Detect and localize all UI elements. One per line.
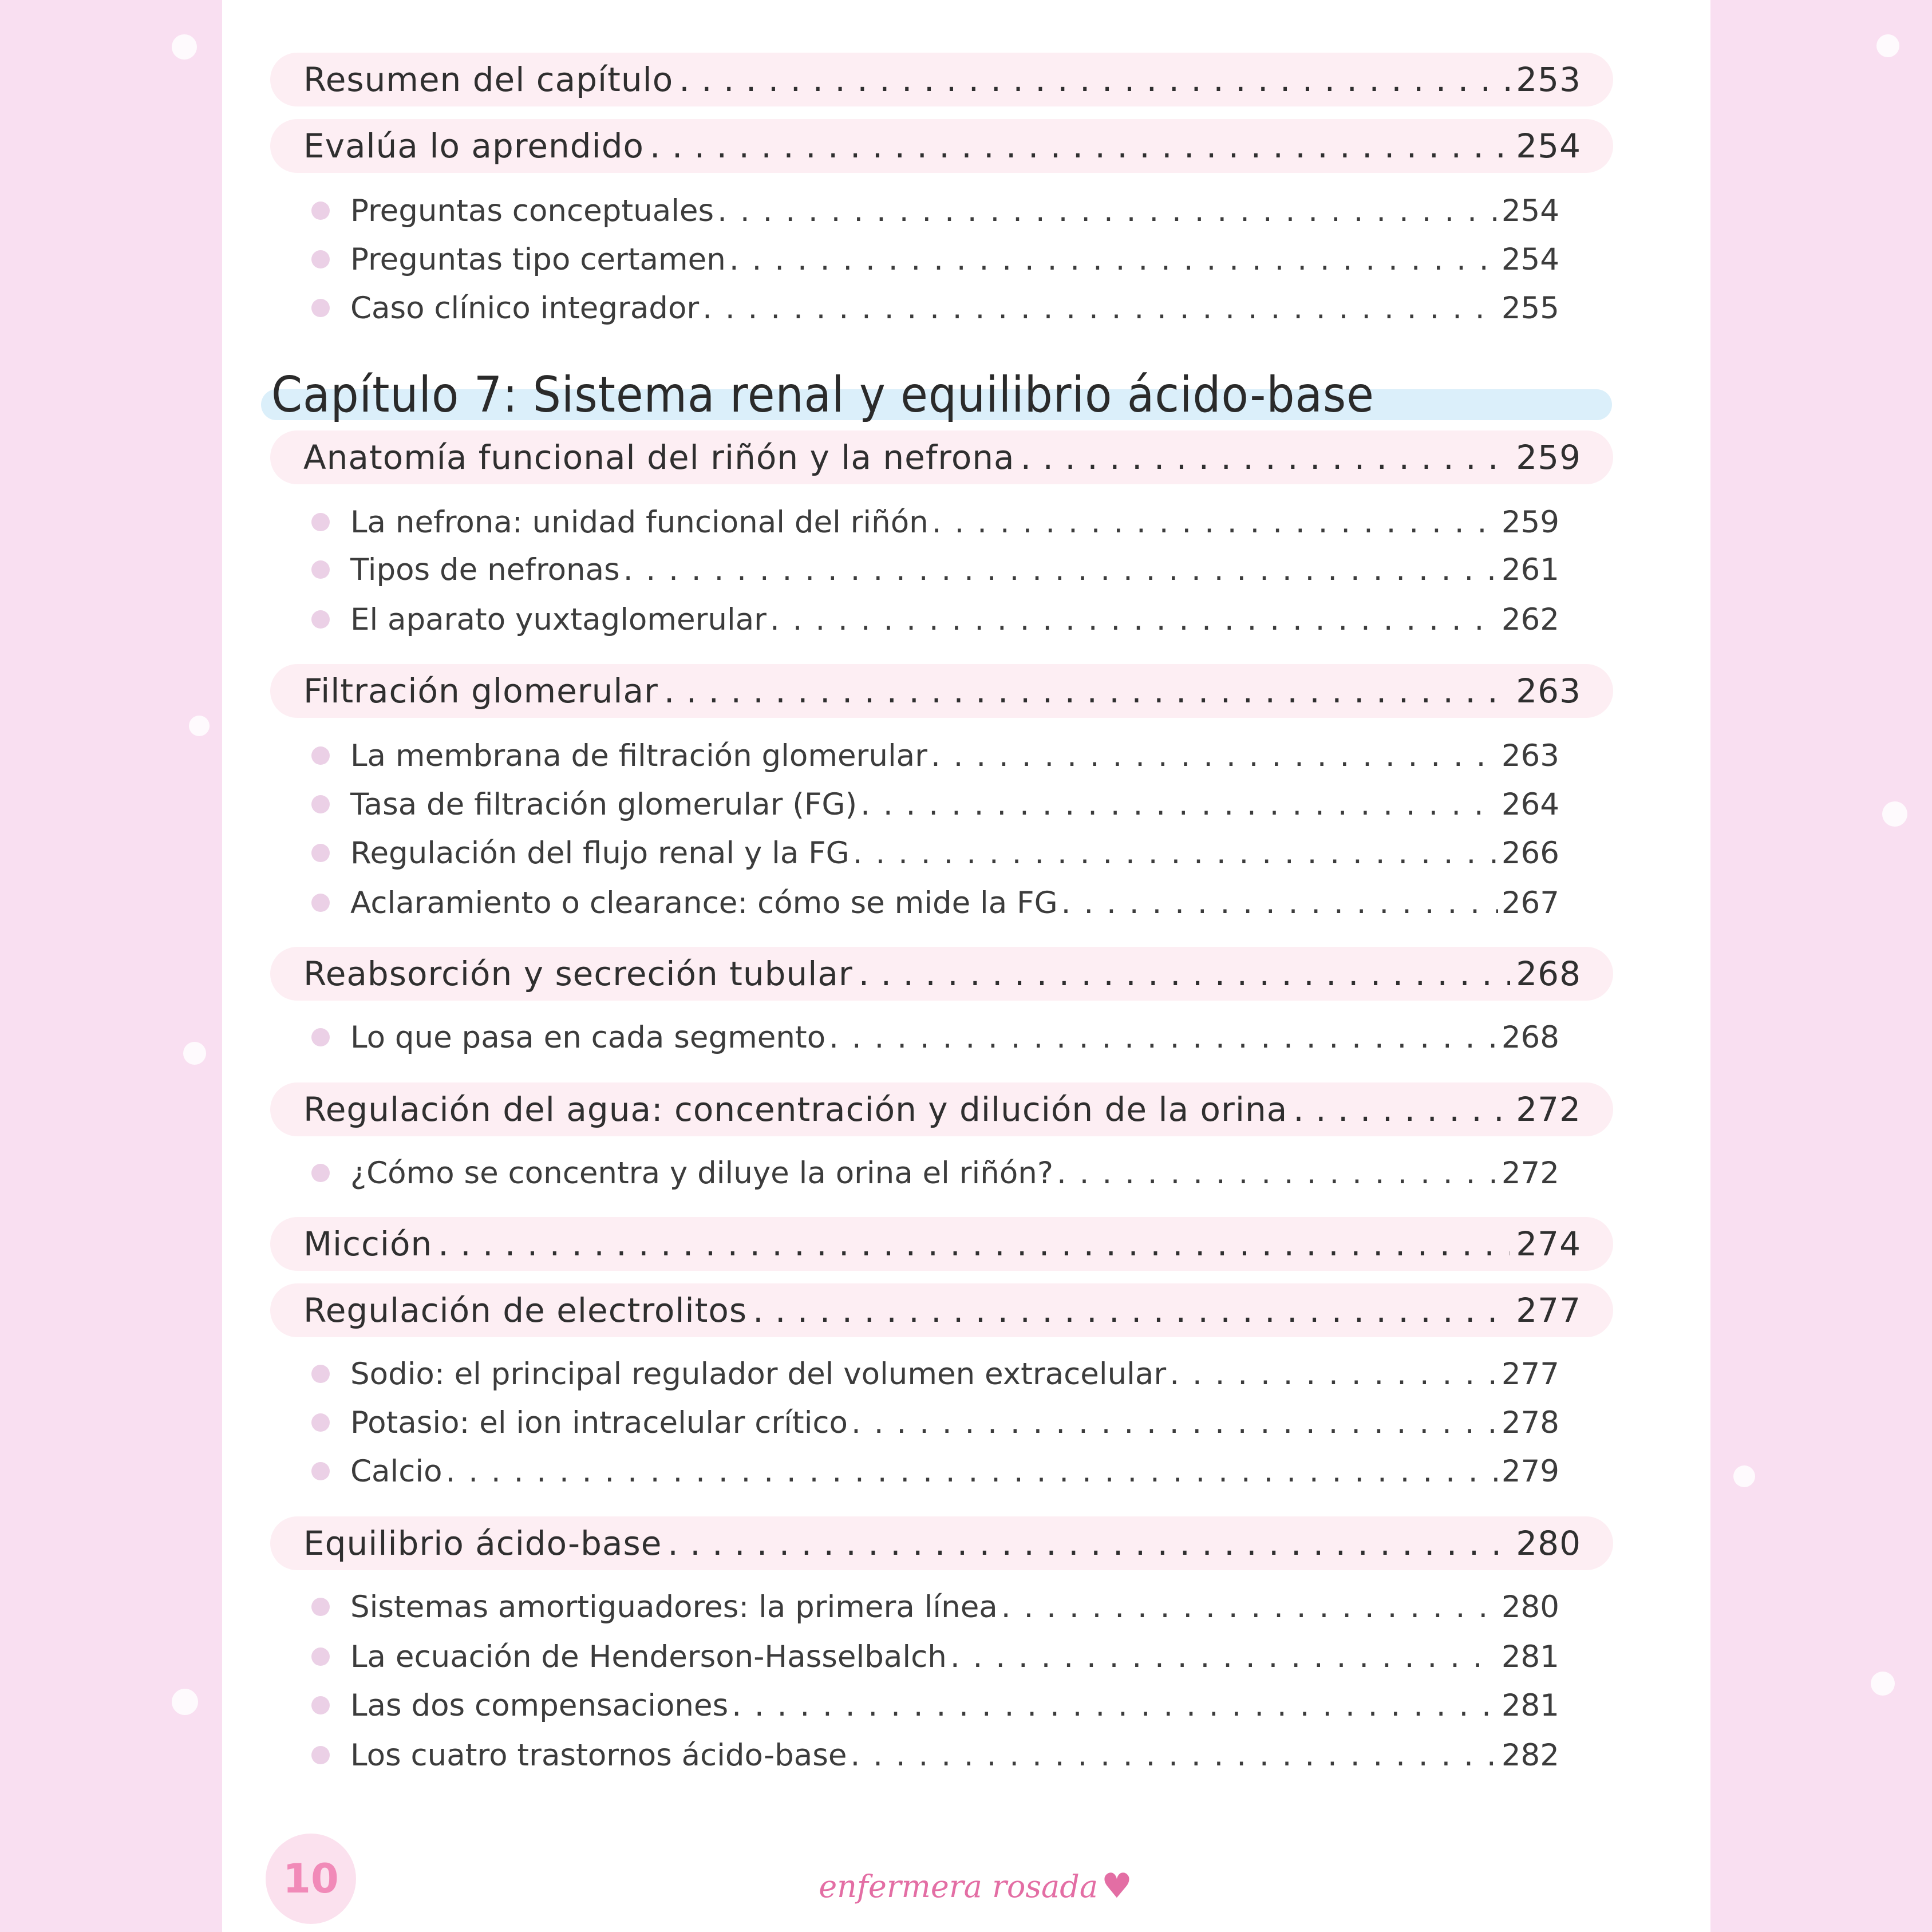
toc-subitem [270,550,1613,590]
decorative-side-panel-right [1710,0,1932,1932]
decoration-dot [189,716,210,736]
dot-leader [1057,1156,1498,1191]
toc-entry-title: Potasio: el ion intracelular crítico [350,1405,848,1440]
bullet-icon [311,795,330,813]
toc-entry-title: Micción [303,1224,433,1263]
toc-entry-title: La nefrona: unidad funcional del riñón [350,504,929,540]
toc-section [270,119,1613,173]
toc-subitem [270,191,1613,231]
toc-entry-page: 280 [1516,1524,1581,1563]
dot-leader [860,787,1498,822]
toc-entry-title: La membrana de filtración glomerular [350,738,927,773]
toc-subitem [270,1637,1613,1677]
dot-leader [664,671,1510,710]
toc-entry-title: Calcio [350,1453,442,1489]
brand-signature [815,1863,1136,1909]
toc-entry-page: 267 [1501,885,1559,920]
toc-entry-title: Regulación del agua: concentración y dilución de la orina [303,1090,1288,1129]
toc-entry-page: 277 [1516,1291,1581,1330]
chapter-title: Capítulo 7: Sistema renal y equilibrio ácido-base [271,366,1374,424]
toc-entry-page: 280 [1501,1589,1559,1625]
toc-entry-title: Regulación de electrolitos [303,1291,748,1330]
toc-entry-title: Filtración glomerular [303,671,658,710]
page-number-badge [266,1834,356,1924]
decorative-side-panel-left [0,0,222,1932]
toc-entry-title: Preguntas tipo certamen [350,242,726,277]
toc-entry-title: Aclaramiento o clearance: cómo se mide la FG [350,885,1058,920]
bullet-icon [311,610,330,629]
toc-subitem [270,1354,1613,1394]
toc-section [270,664,1613,718]
bullet-icon [311,299,330,317]
toc-subitem [270,239,1613,279]
dot-leader [950,1639,1498,1674]
toc-entry-page: 278 [1501,1405,1559,1440]
dot-leader [850,1738,1498,1773]
toc-entry-title: Regulación del flujo renal y la FG [350,835,850,871]
toc-entry-page: 253 [1516,60,1581,99]
heart-icon: ♥ [1101,1866,1132,1906]
toc-subitem [270,1017,1613,1057]
toc-entry-page: 272 [1516,1090,1581,1129]
dot-leader [667,1524,1510,1563]
toc-subitem [270,833,1613,873]
bullet-icon [311,844,330,862]
brand-name: enfermera rosada [819,1868,1099,1905]
toc-subitem [270,1153,1613,1193]
bullet-icon [311,1696,330,1714]
toc-entry-title: Lo que pasa en cada segmento [350,1020,826,1055]
bullet-icon [311,1413,330,1432]
toc-entry-title: La ecuación de Henderson-Hasselbalch [350,1639,947,1674]
dot-leader [853,836,1498,871]
dot-leader [753,1291,1510,1330]
dot-leader [702,291,1498,326]
bullet-icon [311,250,330,268]
toc-section [270,53,1613,106]
toc-entry-title: Los cuatro trastornos ácido-base [350,1737,847,1773]
dot-leader [717,193,1498,228]
dot-leader [851,1405,1498,1440]
bullet-icon [311,513,330,531]
dot-leader [770,602,1498,637]
toc-entry-page: 268 [1516,954,1581,993]
toc-section [270,430,1613,484]
dot-leader [1061,886,1498,920]
toc-subitem [270,784,1613,824]
table-of-contents-page [222,0,1710,1932]
page-number: 10 [283,1855,339,1902]
bullet-icon [311,746,330,765]
toc-entry-page: 268 [1501,1020,1559,1055]
toc-entry-page: 254 [1501,193,1559,228]
dot-leader [650,127,1510,165]
bullet-icon [311,1365,330,1383]
toc-subitem [270,736,1613,776]
bullet-icon [311,560,330,579]
toc-entry-page: 281 [1501,1639,1559,1674]
toc-subitem [270,883,1613,923]
toc-section [270,1082,1613,1136]
decoration-dot [1871,1672,1895,1696]
dot-leader [932,505,1498,540]
toc-entry-title: Tasa de filtración glomerular (FG) [350,787,858,822]
toc-entry-page: 274 [1516,1224,1581,1263]
toc-entry-page: 262 [1501,602,1559,637]
bullet-icon [311,202,330,220]
toc-entry-page: 259 [1501,504,1559,540]
decoration-dot [183,1042,206,1065]
bullet-icon [311,1746,330,1764]
toc-section [270,1516,1613,1570]
toc-section [270,947,1613,1001]
dot-leader [931,738,1498,773]
toc-entry-title: Tipos de nefronas [350,552,620,587]
toc-entry-page: 255 [1501,290,1559,326]
dot-leader [732,1688,1498,1723]
dot-leader [1001,1590,1498,1625]
decoration-dot [1733,1465,1755,1487]
toc-entry-title: Reabsorción y secreción tubular [303,954,853,993]
toc-entry-page: 282 [1501,1737,1559,1773]
toc-section [270,1217,1613,1271]
bullet-icon [311,1028,330,1046]
toc-entry-page: 277 [1501,1356,1559,1392]
toc-subitem [270,1451,1613,1491]
decoration-dot [172,34,197,60]
dot-leader [438,1224,1510,1263]
toc-entry-page: 254 [1501,242,1559,277]
decoration-dot [1882,801,1907,827]
toc-subitem [270,1685,1613,1725]
toc-entry-title: Anatomía funcional del riñón y la nefrona [303,438,1015,477]
toc-entry-title: Equilibrio ácido-base [303,1524,662,1563]
toc-entry-page: 261 [1501,552,1559,587]
dot-leader [1293,1090,1510,1129]
dot-leader [1021,438,1511,477]
decoration-dot [1876,34,1899,57]
toc-entry-title: Resumen del capítulo [303,60,674,99]
toc-entry-title: ¿Cómo se concentra y diluye la orina el riñón? [350,1155,1053,1191]
toc-subitem [270,1735,1613,1775]
toc-entry-title: Caso clínico integrador [350,290,700,326]
toc-entry-page: 259 [1516,438,1581,477]
toc-subitem [270,1587,1613,1627]
toc-subitem [270,288,1613,328]
toc-entry-title: Sodio: el principal regulador del volumen extracelular [350,1356,1167,1392]
chapter-heading [261,355,1612,435]
toc-entry-title: Las dos compensaciones [350,1688,729,1723]
dot-leader [679,60,1510,99]
bullet-icon [311,1462,330,1480]
toc-subitem [270,1402,1613,1443]
toc-entry-title: El aparato yuxtaglomerular [350,602,767,637]
dot-leader [623,552,1498,587]
toc-entry-title: Sistemas amortiguadores: la primera línea [350,1589,998,1625]
decoration-dot [172,1689,198,1715]
toc-entry-page: 266 [1501,835,1559,871]
toc-entry-page: 272 [1501,1155,1559,1191]
bullet-icon [311,894,330,912]
bullet-icon [311,1598,330,1616]
toc-entry-page: 279 [1501,1453,1559,1489]
toc-entry-page: 263 [1501,738,1559,773]
dot-leader [446,1454,1498,1489]
toc-entry-page: 281 [1501,1688,1559,1723]
toc-entry-title: Evalúa lo aprendido [303,127,645,165]
dot-leader [859,954,1511,993]
dot-leader [1170,1357,1498,1392]
toc-entry-page: 254 [1516,127,1581,165]
bullet-icon [311,1647,330,1666]
toc-entry-title: Preguntas conceptuales [350,193,714,228]
dot-leader [829,1020,1498,1055]
toc-subitem [270,599,1613,639]
toc-entry-page: 263 [1516,671,1581,710]
dot-leader [729,242,1498,277]
toc-section [270,1283,1613,1337]
bullet-icon [311,1164,330,1182]
toc-entry-page: 264 [1501,787,1559,822]
toc-subitem [270,502,1613,542]
